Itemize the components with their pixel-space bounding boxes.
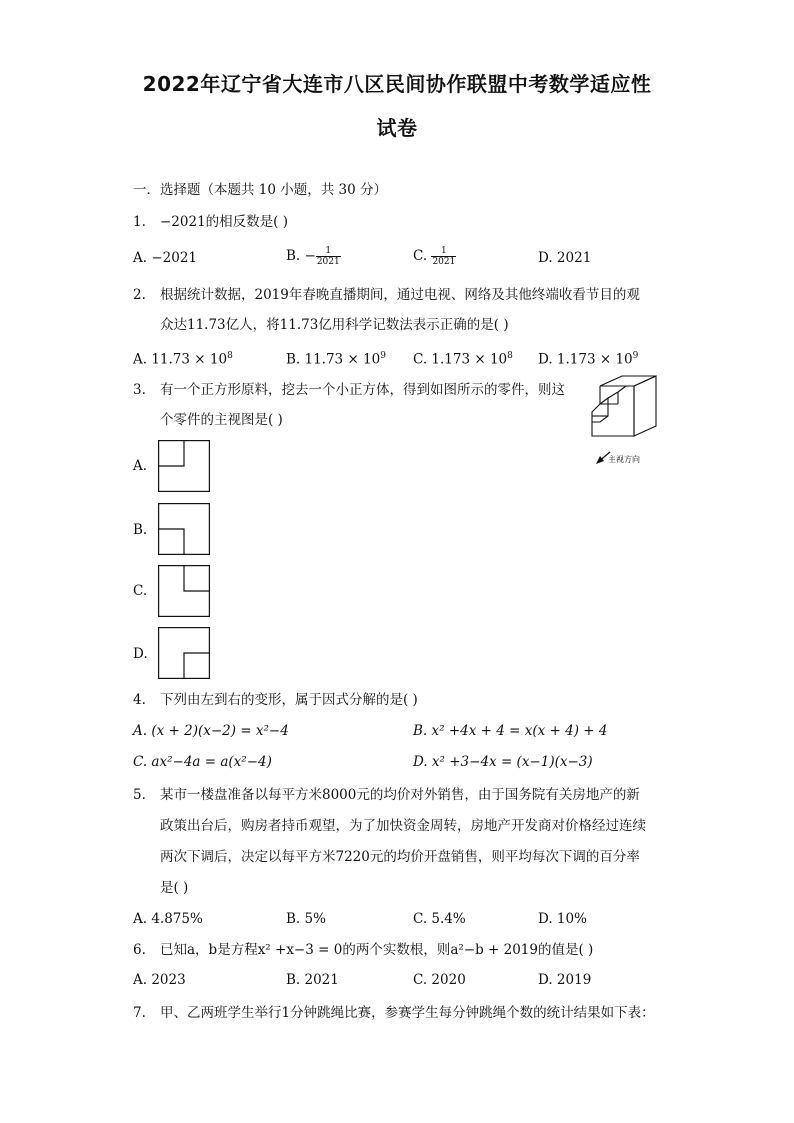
question-number: 1. [133,214,146,230]
question-text: 甲、乙两班学生举行1分钟跳绳比赛，参赛学生每分钟跳绳个数的统计结果如下表： [160,1005,655,1021]
option-d: D. 2021 [538,250,592,266]
option-b-exponent: 9 [380,351,386,361]
option-a: A. 2023 [133,972,186,988]
question-number: 2. [133,287,146,303]
question-text-line4: 是( ) [160,880,189,896]
exam-title-line2: 试卷 [376,116,418,140]
option-b [286,246,341,267]
option-c-view [158,565,210,617]
option-b-prefix: B. − [286,248,316,264]
option-b: B. x² +4x + 4 = x(x + 4) + 4 [413,723,608,739]
option-a-exponent: 8 [227,351,233,361]
option-c-exponent: 8 [507,351,513,361]
question-number: 4. [133,692,146,708]
question-number: 3. [133,382,146,398]
question-number: 5. [133,787,146,803]
fraction-numerator: 1 [431,246,456,257]
question-text: −2021的相反数是( ) [160,214,288,230]
fraction-denominator: 2021 [432,257,456,267]
option-a-label: A. [133,458,148,474]
question-text-line1: 有一个正方形原料，挖去一个小正方体，得到如图所示的零件，则这 [160,382,565,398]
option-c [413,246,456,267]
question-text-line1: 根据统计数据，2019年春晚直播期间，通过电视、网络及其他终端收看节目的观 [160,287,640,303]
option-b-label: B. [133,522,148,538]
question-text-line2: 个零件的主视图是( ) [160,412,283,428]
figure-caption: 主视方向 [608,455,640,464]
section-heading: 一．选择题（本题共 10 小题，共 30 分） [133,182,388,198]
question-number: 7. [133,1005,146,1021]
option-b-base: B. 11.73 × 10 [286,351,381,368]
question-text: 已知a，b是方程x² +x−3 = 0的两个实数根，则a²−b + 2019的值是( ) [160,942,594,958]
option-c: C. 2020 [413,972,466,988]
option-d [538,346,638,370]
question-number: 6. [133,942,146,958]
option-b: B. 2021 [286,972,339,988]
question-text-line2: 政策出台后，购房者持币观望，为了加快资金周转，房地产开发商对价格经过连续 [160,818,646,834]
option-c: C. ax²−4a = a(x²−4) [133,754,272,770]
option-d-exponent: 9 [632,351,639,361]
option-a: A. −2021 [133,250,197,266]
option-a: A. (x + 2)(x−2) = x²−4 [133,723,289,739]
option-c: C. 5.4% [413,911,466,927]
option-a-view [158,440,210,492]
fraction-denominator: 2021 [316,257,340,267]
question-text-line2: 众达11.73亿人，将11.73亿用科学记数法表示正确的是( ) [160,317,509,333]
option-c [413,346,513,370]
option-c-prefix: C. [413,248,432,264]
option-b-view [158,503,210,555]
option-a [133,346,233,370]
option-a-base: A. 11.73 × 10 [133,351,228,368]
option-d: D. 2019 [538,972,592,988]
option-d-base: D. 1.173 × 10 [538,351,633,368]
option-c-base: C. 1.173 × 10 [413,351,508,368]
fraction [431,246,456,267]
option-d-view [158,627,210,679]
fraction-numerator: 1 [316,246,341,257]
option-b [286,346,386,370]
fraction [316,246,341,267]
option-a: A. 4.875% [133,911,203,927]
question-text: 下列由左到右的变形，属于因式分解的是( ) [160,692,418,708]
option-b: B. 5% [286,911,326,927]
question-text-line3: 两次下调后，决定以每平方米7220元的均价开盘销售，则平均每次下调的百分率 [160,849,640,865]
option-c-label: C. [133,583,148,599]
exam-title-line1: 2022年辽宁省大连市八区民间协作联盟中考数学适应性 [142,72,652,96]
option-d: D. x² +3−4x = (x−1)(x−3) [413,754,593,770]
question-text-line1: 某市一楼盘准备以每平方米8000元的均价对外销售，由于国务院有关房地产的新 [160,787,640,803]
option-d-label: D. [133,646,148,662]
option-d: D. 10% [538,911,587,927]
